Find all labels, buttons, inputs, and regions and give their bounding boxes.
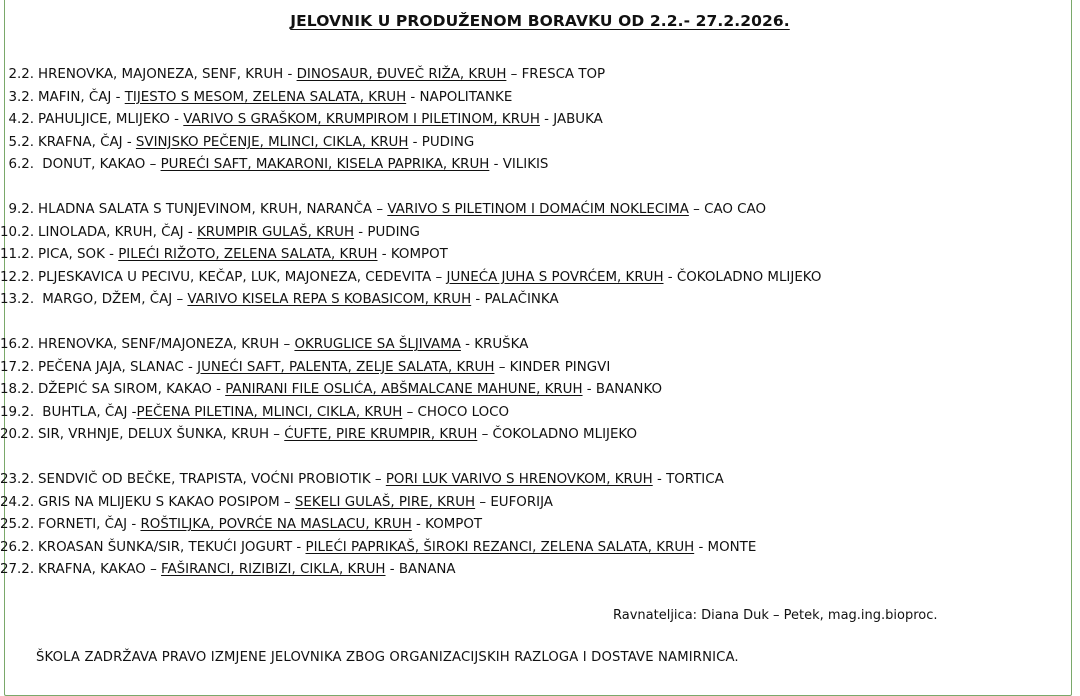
- day-date: 6.2.: [8, 157, 34, 173]
- separator: –: [269, 427, 285, 443]
- snack-item: CAO CAO: [704, 201, 766, 217]
- week-block: [0, 469, 1080, 582]
- lunch-items: ROŠTILJKA, POVRĆE NA MASLACU, KRUH: [140, 517, 412, 533]
- menu-day-row: [0, 154, 1080, 177]
- separator: -: [471, 292, 485, 308]
- breakfast-items: HLADNA SALATA S TUNJEVINOM, KRUH, NARANČA: [38, 201, 373, 217]
- separator: -: [408, 134, 422, 150]
- lunch-items: ĆUFTE, PIRE KRUMPIR, KRUH: [284, 427, 478, 443]
- day-date: 20.2.: [0, 427, 35, 443]
- separator: -: [406, 89, 420, 105]
- menu-day-row: [0, 132, 1080, 155]
- separator: -: [122, 134, 136, 150]
- menu-day-row: [0, 109, 1080, 132]
- separator: -: [663, 269, 677, 285]
- breakfast-items: KRAFNA, KAKAO: [38, 562, 146, 578]
- breakfast-items: FORNETI, ČAJ: [38, 517, 128, 533]
- breakfast-items: DONUT, KAKAO: [38, 157, 146, 173]
- separator: –: [431, 269, 447, 285]
- week-block: [0, 64, 1080, 177]
- snack-item: PUDING: [367, 224, 420, 240]
- breakfast-items: SIR, VRHNJE, DELUX ŠUNKA, KRUH: [38, 427, 270, 443]
- breakfast-items: HRENOVKA, MAJONEZA, SENF, KRUH: [38, 67, 284, 82]
- snack-item: VILIKIS: [502, 157, 549, 173]
- breakfast-items: KROASAN ŠUNKA/SIR, TEKUĆI JOGURT: [38, 539, 293, 555]
- day-date: 2.2.: [8, 67, 34, 82]
- snack-item: KOMPOT: [390, 247, 448, 263]
- snack-item: TORTICA: [666, 471, 724, 487]
- menu-day-row: [0, 222, 1080, 245]
- breakfast-items: MAFIN, ČAJ: [38, 89, 112, 105]
- day-date: 3.2.: [8, 89, 34, 105]
- snack-item: EUFORIJA: [490, 494, 553, 510]
- lunch-items: VARIVO S GRAŠKOM, KRUMPIROM I PILETINOM, KRUH: [183, 112, 540, 128]
- day-date: 12.2.: [0, 269, 35, 285]
- separator: -: [127, 404, 137, 420]
- snack-item: BANANKO: [595, 382, 663, 398]
- snack-item: FRESCA TOP: [521, 67, 606, 82]
- week-block: [0, 334, 1080, 447]
- breakfast-items: GRIS NA MLIJEKU S KAKAO POSIPOM: [38, 494, 280, 510]
- day-date: 25.2.: [0, 517, 35, 533]
- breakfast-items: LINOLADA, KRUH, ČAJ: [38, 224, 184, 240]
- lunch-items: JUNEĆA JUHA S POVRĆEM, KRUH: [446, 269, 664, 285]
- separator: -: [211, 382, 226, 398]
- breakfast-items: KRAFNA, ČAJ: [38, 134, 123, 150]
- separator: -: [183, 224, 197, 240]
- menu-day-row: [0, 424, 1080, 447]
- snack-item: PUDING: [421, 134, 475, 150]
- day-date: 23.2.: [0, 471, 35, 487]
- day-date: 9.2.: [8, 201, 34, 217]
- day-date: 27.2.: [0, 562, 35, 578]
- menu-day-row: [0, 357, 1080, 380]
- separator: –: [494, 359, 510, 375]
- lunch-items: PEČENA PILETINA, MLINCI, CIKLA, KRUH: [136, 404, 403, 420]
- separator: -: [111, 89, 125, 105]
- separator: -: [283, 67, 297, 82]
- separator: -: [489, 157, 503, 173]
- day-date: 26.2.: [0, 539, 35, 555]
- breakfast-items: PICA, SOK: [38, 247, 105, 263]
- separator: -: [411, 517, 426, 533]
- breakfast-items: SENDVIČ OD BEČKE, TRAPISTA, VOĆNI PROBIOTIK: [38, 471, 371, 487]
- separator: -: [460, 336, 475, 352]
- day-date: 17.2.: [0, 359, 35, 375]
- day-date: 10.2.: [0, 224, 35, 240]
- snack-item: JABUKA: [553, 112, 603, 128]
- lunch-items: PORI LUK VARIVO S HRENOVKOM, KRUH: [385, 471, 653, 487]
- menu-day-row: [0, 492, 1080, 515]
- lunch-items: SVINJSKO PEČENJE, MLINCI, CIKLA, KRUH: [135, 134, 409, 150]
- lunch-items: DINOSAUR, ĐUVEČ RIŽA, KRUH: [296, 67, 507, 82]
- separator: –: [145, 157, 161, 173]
- menu-day-row: [0, 537, 1080, 560]
- day-date: 11.2.: [0, 247, 35, 263]
- separator: -: [582, 382, 596, 398]
- menu-day-row: [0, 334, 1080, 357]
- separator: –: [370, 471, 386, 487]
- breakfast-items: PLJESKAVICA U PECIVU, KEČAP, LUK, MAJONEZA, CEDEVITA: [38, 269, 432, 285]
- breakfast-items: PEČENA JAJA, SLANAC: [38, 359, 184, 375]
- breakfast-items: DŽEPIĆ SA SIROM, KAKAO: [38, 382, 212, 398]
- separator: –: [402, 404, 418, 420]
- menu-day-row: [0, 87, 1080, 110]
- separator: -: [385, 562, 399, 578]
- menu-title: JELOVNIK U PRODUŽENOM BORAVKU OD 2.2.- 27.2.2026.: [290, 12, 790, 30]
- day-date: 18.2.: [0, 382, 35, 398]
- separator: -: [694, 539, 708, 555]
- day-date: 19.2.: [0, 404, 35, 420]
- snack-item: CHOCO LOCO: [417, 404, 510, 420]
- menu-day-row: [0, 199, 1080, 222]
- menu-day-row: [0, 267, 1080, 290]
- snack-item: ČOKOLADNO MLIJEKO: [676, 269, 822, 285]
- separator: -: [292, 539, 306, 555]
- separator: –: [475, 494, 491, 510]
- lunch-items: PUREĆI SAFT, MAKARONI, KISELA PAPRIKA, KRUH: [160, 157, 490, 173]
- lunch-items: VARIVO S PILETINOM I DOMAĆIM NOKLECIMA: [387, 201, 689, 217]
- lunch-items: VARIVO KISELA REPA S KOBASICOM, KRUH: [187, 292, 472, 308]
- menu-day-row: [0, 289, 1080, 312]
- day-date: 13.2.: [0, 292, 35, 308]
- separator: –: [172, 292, 188, 308]
- menu-day-row: [0, 559, 1080, 582]
- snack-item: NAPOLITANKE: [419, 89, 513, 105]
- snack-item: KRUŠKA: [474, 336, 529, 352]
- separator: -: [539, 112, 554, 128]
- separator: -: [169, 112, 184, 128]
- snack-item: ČOKOLADNO MLIJEKO: [492, 427, 638, 443]
- menu-day-row: [0, 244, 1080, 267]
- separator: -: [127, 517, 141, 533]
- separator: –: [477, 427, 493, 443]
- separator: -: [183, 359, 198, 375]
- separator: –: [279, 336, 295, 352]
- day-date: 24.2.: [0, 494, 35, 510]
- snack-item: BANANA: [398, 562, 456, 578]
- menu-day-row: [0, 469, 1080, 492]
- snack-item: PALAČINKA: [484, 292, 559, 308]
- separator: –: [145, 562, 162, 578]
- day-date: 4.2.: [8, 112, 34, 128]
- menu-weeks: [0, 64, 1080, 582]
- menu-day-row: [0, 379, 1080, 402]
- snack-item: KINDER PINGVI: [509, 359, 611, 375]
- snack-item: MONTE: [707, 539, 757, 555]
- lunch-items: PANIRANI FILE OSLIĆA, ABŠMALCANE MAHUNE, KRUH: [225, 382, 583, 398]
- breakfast-items: MARGO, DŽEM, ČAJ: [38, 292, 173, 308]
- breakfast-items: PAHULJICE, MLIJEKO: [38, 112, 170, 128]
- separator: -: [652, 471, 667, 487]
- lunch-items: FAŠIRANCI, RIZIBIZI, CIKLA, KRUH: [161, 562, 386, 578]
- separator: -: [377, 247, 391, 263]
- school-notice: ŠKOLA ZADRŽAVA PRAVO IZMJENE JELOVNIKA ZBOG ORGANIZACIJSKIH RAZLOGA I DOSTAVE NAMIRNICA.: [36, 650, 739, 665]
- snack-item: KOMPOT: [425, 517, 483, 533]
- lunch-items: OKRUGLICE SA ŠLJIVAMA: [294, 336, 461, 352]
- lunch-items: JUNEĆI SAFT, PALENTA, ZELJE SALATA, KRUH: [197, 359, 495, 375]
- week-block: [0, 199, 1080, 312]
- separator: –: [372, 201, 388, 217]
- lunch-items: PILEĆI PAPRIKAŠ, ŠIROKI REZANCI, ZELENA SALATA, KRUH: [305, 539, 695, 555]
- day-date: 5.2.: [8, 134, 34, 150]
- menu-day-row: [0, 514, 1080, 537]
- lunch-items: PILEĆI RIŽOTO, ZELENA SALATA, KRUH: [118, 247, 378, 263]
- lunch-items: KRUMPIR GULAŠ, KRUH: [196, 224, 355, 240]
- separator: -: [354, 224, 368, 240]
- menu-day-row: [0, 64, 1080, 87]
- lunch-items: TIJESTO S MESOM, ZELENA SALATA, KRUH: [124, 89, 407, 105]
- day-date: 16.2.: [0, 336, 35, 352]
- separator: –: [506, 67, 522, 82]
- principal-signature-line: Ravnateljica: Diana Duk – Petek, mag.ing.bioproc.: [613, 608, 938, 623]
- menu-day-row: [0, 402, 1080, 425]
- breakfast-items: BUHTLA, ČAJ: [38, 404, 128, 420]
- breakfast-items: HRENOVKA, SENF/MAJONEZA, KRUH: [38, 336, 280, 352]
- lunch-items: SEKELI GULAŠ, PIRE, KRUH: [294, 494, 476, 510]
- separator: -: [104, 247, 119, 263]
- separator: –: [279, 494, 295, 510]
- separator: –: [688, 201, 705, 217]
